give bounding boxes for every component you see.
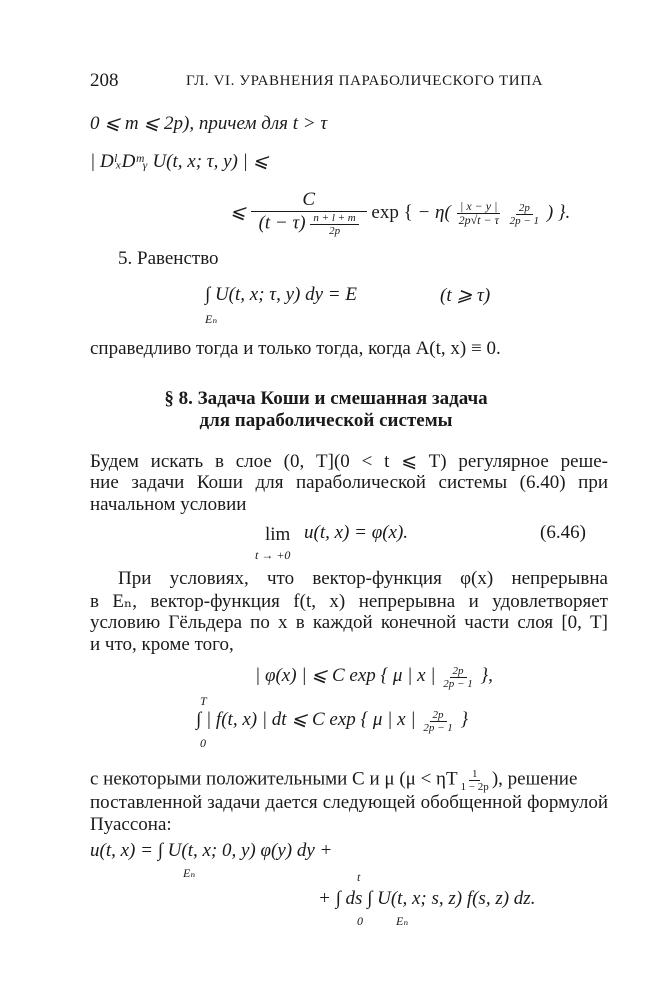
lim-operator: lim: [265, 524, 291, 545]
section-title: § 8. Задача Коши и смешанная задача: [164, 388, 488, 409]
paragraph-line: в Eₙ, вектор-функция f(t, x) непрерывна и удовлетворяет: [90, 591, 608, 612]
formula-line: | DˡₓDᵐᵧ U(t, x; τ, y) | ⩽: [90, 151, 269, 172]
integral-subscript: Eₙ: [183, 866, 196, 880]
text-line: справедливо тогда и только тогда, когда A(t, x) ≡ 0.: [90, 338, 501, 359]
bound-formula: ∫ | f(t, x) | dt ⩽ C exp { μ | x | $^{\frac{2p}{2p - 1}}$ }: [196, 708, 469, 734]
section-title: для параболической системы: [199, 410, 453, 431]
page-number: 208: [90, 70, 119, 91]
bound-formula: | φ(x) | ⩽ C exp { μ | x | $^{\frac{2p}{2p - 1}}$ },: [255, 664, 493, 690]
text-line: 0 ⩽ m ⩽ 2p), причем для t > τ: [90, 113, 328, 134]
item-label: 5. Равенство: [118, 248, 219, 269]
paragraph-line: и что, кроме того,: [90, 634, 234, 655]
lim-subscript: t → +0: [255, 548, 291, 562]
paragraph-line: ние задачи Коши для параболической системы (6.40) при: [90, 472, 608, 493]
paragraph-line: Будем искать в слое (0, T](0 < t ⩽ T) регулярное реше-: [90, 451, 608, 472]
running-title: ГЛ. VI. УРАВНЕНИЯ ПАРАБОЛИЧЕСКОГО ТИПА: [186, 73, 544, 89]
integral-upper-limit: T: [200, 694, 207, 708]
integral-subscript: Eₙ: [396, 914, 409, 928]
inequality-formula: ⩽ C (t − τ) $^{\frac{n + l + m}{2p}}$ exp { − η( $\frac{| x - y |}{2p√t - \tau}$ $^{\frac{2p}{2p - 1}}$ ) }.: [230, 189, 571, 237]
poisson-formula: + ∫ ds ∫ U(t, x; s, z) f(s, z) dz.: [318, 888, 536, 909]
poisson-formula: u(t, x) = ∫ U(t, x; 0, y) φ(y) dy +: [90, 840, 333, 861]
integral-upper-limit: t: [357, 870, 361, 884]
paragraph-line: начальном условии: [90, 494, 247, 515]
integral-lower-limit: 0: [357, 914, 363, 928]
paragraph-line: поставленной задачи дается следующей обобщенной формулой: [90, 792, 608, 813]
paragraph-line: Пуассона:: [90, 814, 172, 835]
equation-body: u(t, x) = φ(x).: [304, 522, 409, 543]
integral-formula: ∫ U(t, x; τ, y) dy = E: [205, 284, 357, 305]
equation-number: (6.46): [540, 522, 586, 543]
paragraph-line: с некоторыми положительными C и μ (μ < ηT $^{\frac{1}{1 - 2p}}$ ), решение: [90, 768, 578, 794]
integral-subscript: Eₙ: [205, 312, 218, 326]
condition: (t ⩾ τ): [440, 285, 491, 306]
integral-lower-limit: 0: [200, 736, 206, 750]
paragraph-line: При условиях, что вектор-функция φ(x) непрерывна: [118, 568, 608, 589]
paragraph-line: условию Гёльдера по x в каждой конечной части слоя [0, T]: [90, 612, 608, 633]
